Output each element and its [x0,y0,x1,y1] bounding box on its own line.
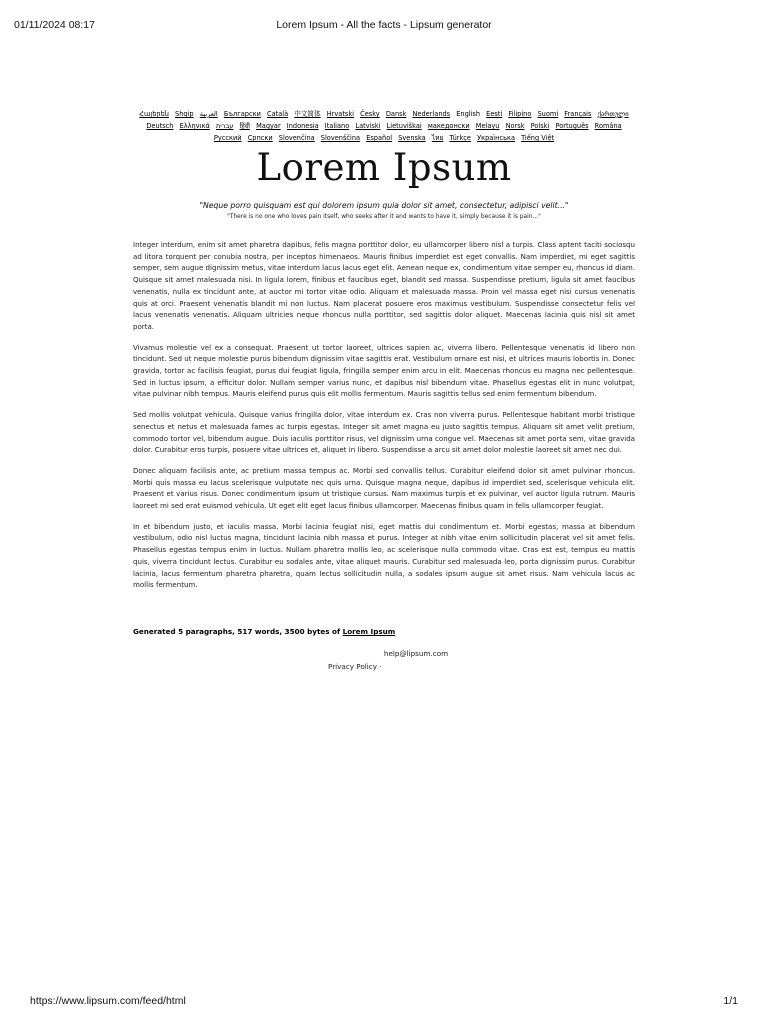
language-link[interactable]: Türkçe [449,134,471,142]
language-link[interactable]: Nederlands [412,110,451,118]
contact-email[interactable]: help@lipsum.com [383,649,449,658]
latin-quote: "Neque porro quisquam est qui dolorem ipsum quia dolor sit amet, consectetur, adipisci velit..." [199,201,569,210]
language-link[interactable]: Shqip [175,110,194,118]
language-link[interactable]: Українська [477,134,515,142]
print-page-number: 1/1 [723,995,738,1007]
lorem-paragraph: Donec aliquam facilisis ante, ac pretium massa tempus ac. Morbi sed convallis tellus. Curabitur eleifend dolor sit amet pulvinar rhoncus. Morbi quis massa eu lacus scelerisque vulputate nec quis urna. Quisque magna neque, dapibus id imperdiet sed, scelerisque vehicula elit. Praesent et varius risus. Donec condimentum ipsum ut tristique cursus. Nam maximus turpis et ex pulvinar, vel auctor ligula rutrum. Mauris laoreet mi sed erat euismod vehicula. Ut eget elit eget lacus finibus ullamcorper. Maecenas finibus quam in felis ullamcorper feugiat. [133,465,635,511]
language-link[interactable]: Català [266,110,289,118]
language-link[interactable]: Српски [247,134,273,142]
language-link[interactable]: Eesti [486,110,503,118]
print-page-title: Lorem Ipsum - All the facts - Lipsum generator [276,19,492,31]
lorem-text [133,239,635,600]
language-link[interactable]: Lietuviškai [386,122,422,130]
language-link[interactable]: Svenska [398,134,426,142]
privacy-policy-link[interactable]: Privacy Policy · [328,662,382,671]
language-link[interactable]: Melayu [475,122,500,130]
english-quote: "There is no one who loves pain itself, who seeks after it and wants to have it, simply because it is pain..." [227,214,541,220]
language-link[interactable]: 中文简体 [294,110,321,118]
language-link[interactable]: Filipino [508,110,532,118]
language-link[interactable]: עברית [215,122,234,130]
language-link[interactable]: Italiano [324,122,350,130]
language-link[interactable]: Հայերեն [139,110,169,118]
language-link[interactable]: Pyccкий [213,134,242,142]
language-link[interactable]: Česky [360,110,380,118]
language-link[interactable]: Polski [530,122,550,130]
language-link[interactable]: Magyar [256,122,281,130]
language-link[interactable]: Slovenčina [278,134,315,142]
print-datetime: 01/11/2024 08:17 [14,19,95,31]
language-link[interactable]: हिंदी [239,122,250,130]
generated-summary [133,627,395,636]
print-url: https://www.lipsum.com/feed/html [30,995,186,1007]
language-link[interactable]: Latviski [355,122,381,130]
language-link[interactable]: Español [366,134,393,142]
language-link[interactable]: English [456,110,481,118]
language-link[interactable]: Français [564,110,592,118]
language-link[interactable]: Norsk [505,122,525,130]
generated-summary-text: Generated 5 paragraphs, 517 words, 3500 bytes of [133,627,343,636]
lorem-paragraph: In et bibendum justo, et iaculis massa. Morbi lacinia feugiat nisi, eget mattis dui condimentum et. Morbi egestas, massa at bibendum vestibulum, odio nisl luctus magna, tincidunt lacinia nibh massa et purus. Integer at nibh vitae enim sollicitudin placerat vel sit amet felis. Phasellus egestas tempus enim in luctus. Nullam pharetra mollis leo, ac scelerisque nulla commodo vitae. Cras est est, tempus eu mattis quis, viverra tincidunt lectus. Curabitur eu sodales ante, vitae aliquet mauris. Curabitur sed malesuada leo, porta dignissim purus. Curabitur lacinia, lacus fermentum pharetra pharetra, quam lectus sollicitudin nulla, a sodales ipsum augue sit amet risus. Nam vehicula lacus ac mollis fermentum. [133,521,635,590]
language-link[interactable]: Ελληνικά [179,122,210,130]
language-link[interactable]: Português [555,122,589,130]
lorem-ipsum-link[interactable]: Lorem Ipsum [342,627,396,636]
lorem-paragraph: Integer interdum, enim sit amet pharetra dapibus, felis magna porttitor dolor, eu ullamcorper libero nisl a turpis. Class aptent taciti sociosqu ad litora torquent per conubia nostra, per inceptos himenaeos. Mauris finibus imperdiet est eget convallis. Nam imperdiet, mi eget sagittis semper, sem augue dignissim metus, vitae interdum lacus lacus eget elit. Aenean neque ex, condimentum vitae semper eu, rhoncus id diam. Quisque sit amet malesuada nisi. In ligula lorem, finibus et faucibus eget, blandit sed massa. Suspendisse pretium, ligula sit amet faucibus venenatis, nulla ex tincidunt ante, at auctor mi tortor vitae odio. Aliquam et malesuada massa. Proin vel massa eget nisi cursus venenatis quis at orci. Praesent venenatis blandit mi non luctus. Nam placerat posuere eros maximus vestibulum. Suspendisse consectetur felis vel lacus venenatis venenatis. Aliquam ultricies neque rhoncus nulla porttitor, sed sagittis dolor aliquet. Maecenas lacinia quis nisl sit amet porta. [133,240,635,331]
language-link[interactable]: Hrvatski [326,110,355,118]
language-link[interactable]: ქართული [597,110,629,118]
language-link[interactable]: العربية [199,110,218,118]
language-link[interactable]: Indonesia [286,122,319,130]
language-link[interactable]: Slovenščina [320,134,361,142]
language-bar [133,108,635,144]
language-link[interactable]: Български [223,110,261,118]
language-link[interactable]: Tiếng Việt [521,134,555,142]
language-link[interactable]: ไทย [431,134,444,142]
lorem-paragraph: Sed mollis volutpat vehicula. Quisque varius fringilla dolor, vitae interdum ex. Cras non viverra purus. Pellentesque habitant morbi tristique senectus et netus et malesuada fames ac turpis egestas. Integer sit amet magna eu justo sagittis tempus. Aliquam sit amet velit pretium, commodo tortor vel, bibendum augue. Duis iaculis porttitor risus, vel dignissim urna congue vel. Maecenas sit amet porta sem, vitae gravida dolor. Curabitur eros turpis, posuere vitae ultrices et, aliquet in libero. Suspendisse a arcu sit amet dolor molestie laoreet sit amet nec dui. [133,410,635,455]
language-link[interactable]: Suomi [537,110,559,118]
lorem-paragraph: Vivamus molestie vel ex a consequat. Praesent ut tortor laoreet, ultrices sapien ac, viverra libero. Pellentesque venenatis id libero non tincidunt. Sed ut neque molestie purus bibendum dignissim vitae sagittis erat. Vestibulum ornare est nisi, et ultrices mauris lobortis in. Donec gravida, tortor ac facilisis feugiat, purus dui feugiat ligula, fringilla semper enim arcu in elit. Maecenas rhoncus eu magna nec pellentesque. Sed in luctus ipsum, a efficitur dolor. Nullam semper varius nunc, et dapibus nisl bibendum vitae. Phasellus egestas elit in nunc volutpat, vitae pulvinar nibh tempus. Mauris eleifend purus quis elit mollis fermentum. Mauris sagittis tellus sed enim fermentum bibendum. [133,342,635,399]
site-logo[interactable]: Lorem Ipsum [256,146,512,189]
language-link[interactable]: Româna [594,122,622,130]
language-link[interactable]: македонски [427,122,470,130]
language-link[interactable]: Dansk [385,110,407,118]
language-link[interactable]: Deutsch [146,122,174,130]
privacy-policy [328,662,382,671]
